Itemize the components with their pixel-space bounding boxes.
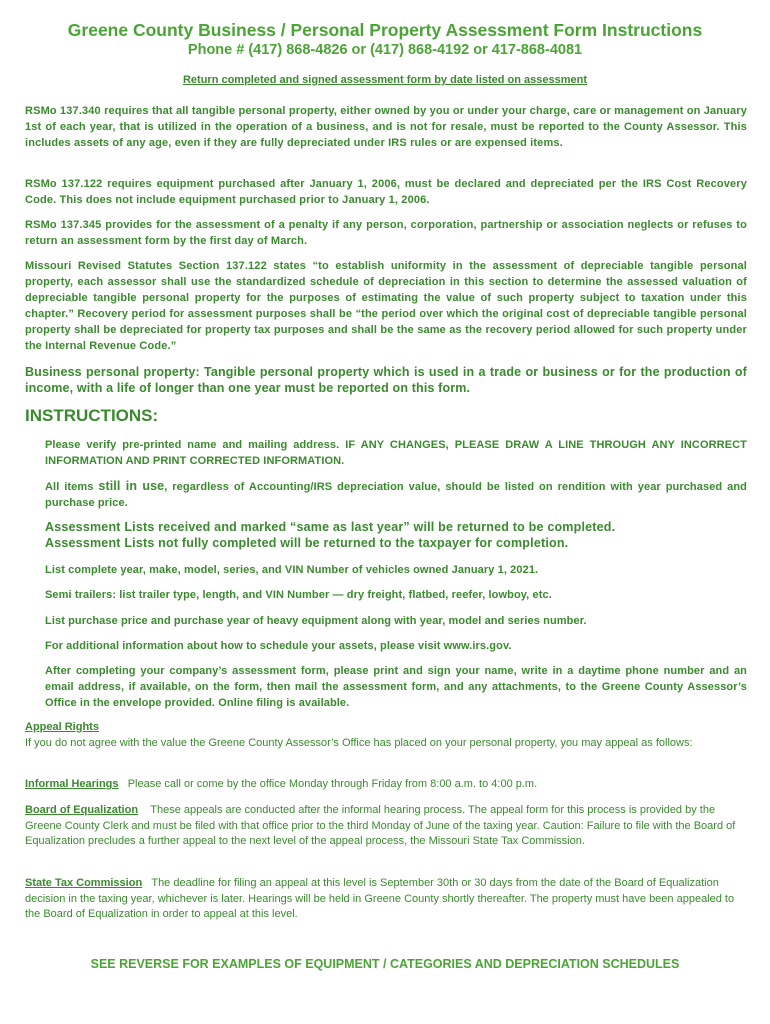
return-note: Return completed and signed assessment form by date listed on assessment xyxy=(182,74,588,86)
instruction-heavy-equipment: List purchase price and purchase year of heavy equipment along with year, model and series number. xyxy=(45,615,587,627)
business-property-definition: Business personal property: Tangible personal property which is used in a trade or business or for the production of income, with a life of longer than one year must be reported on this form. xyxy=(25,365,747,395)
appeal-rights-title: Appeal Rights xyxy=(25,721,99,733)
statute-137-345: RSMo 137.345 provides for the assessment of a penalty if any person, corporation, partnership or association neglects or refuses to return an assessment form by the first day of March. xyxy=(25,219,747,247)
items-prefix: All items xyxy=(45,481,99,493)
state-tax-commission-label: State Tax Commission xyxy=(25,877,143,889)
instruction-verify-address: Please verify pre-printed name and mailing address. IF ANY CHANGES, PLEASE DRAW A LINE THROUGH ANY INCORRECT INFORMATION AND PRINT CORRECTED INFORMATION. xyxy=(45,439,747,467)
statute-section-137-122: Missouri Revised Statutes Section 137.122 states “to establish uniformity in the assessment of depreciable tangible personal property, each assessor shall use the standardized schedule of depreciation in this section to determine the assessed valuation of depreciable tangible personal property for the purposes of estimating the value of such property subject to taxation under this chapter.” Recovery period for assessment purposes shall be “the period over which the original cost of depreciable tangible personal property shall be depreciated for property tax purposes and shall be the same as the recovery period allowed for such property under the Internal Revenue Code.” xyxy=(25,260,747,352)
state-tax-commission-text: The deadline for filing an appeal at this level is September 30th or 30 days from the date of the Board of Equalization decision in the taxing year, whichever is later. Hearings will be held in Greene County shortly thereafter. The property must have been appealed to the Board of Equalization in order to appeal at this level. xyxy=(25,877,735,920)
instruction-vehicles: List complete year, make, model, series, and VIN Number of vehicles owned January 1, 2021. xyxy=(45,564,539,576)
statute-137-340: RSMo 137.340 requires that all tangible personal property, either owned by you or under your charge, care or management on January 1st of each year, that is utilized in the operation of a business, and is not for resale, must be reported to the County Assessor. This includes assets of any age, even if they are fully depreciated under IRS rules or are expensed items. xyxy=(25,105,747,149)
instruction-semi-trailers: Semi trailers: list trailer type, length, and VIN Number — dry freight, flatbed, reefer, lowboy, etc. xyxy=(45,589,552,601)
instructions-heading: INSTRUCTIONS: xyxy=(25,406,159,425)
instruction-same-as-last-year: Assessment Lists received and marked “same as last year” will be returned to be completed. xyxy=(45,520,616,534)
instruction-items-in-use xyxy=(45,478,747,511)
state-tax-commission xyxy=(25,876,747,923)
board-of-equalization xyxy=(25,803,747,850)
instruction-after-completing: After completing your company’s assessment form, please print and sign your name, write in a daytime phone number and an email address, if available, on the form, then mail the assessment form, and any attachments, to the Greene County Assessor’s Office in the envelope provided. Online filing is available. xyxy=(45,665,747,709)
phone-numbers: Phone # (417) 868-4826 or (417) 868-4192 or 417-868-4081 xyxy=(187,42,583,58)
appeal-rights-text: If you do not agree with the value the Greene County Assessor’s Office has placed on your personal property, you may appeal as follows: xyxy=(25,737,693,749)
items-suffix: , regardless of Accounting/IRS depreciation value, should be listed on rendition with year purchased and purchase price. xyxy=(45,481,747,509)
appeal-rights-label xyxy=(25,720,747,736)
instruction-not-completed: Assessment Lists not fully completed will be returned to the taxpayer for completion. xyxy=(45,536,569,550)
instruction-irs-info: For additional information about how to schedule your assets, please visit www.irs.gov. xyxy=(45,640,512,652)
statute-137-122: RSMo 137.122 requires equipment purchased after January 1, 2006, must be declared and depreciated per the IRS Cost Recovery Code. This does not include equipment purchased prior to January 1, 2006. xyxy=(25,178,747,206)
items-emphasis: still in use xyxy=(98,479,165,493)
board-of-equalization-text: These appeals are conducted after the informal hearing process. The appeal form for this process is provided by the Greene County Clerk and must be filed with that office prior to the third Monday of June of the taxing year. Caution: Failure to file with the Board of Equalization precludes a further appeal to the next level of the appeal process, the Missouri State Tax Commission. xyxy=(25,804,736,847)
board-of-equalization-label: Board of Equalization xyxy=(25,804,139,816)
informal-hearings-text: Please call or come by the office Monday through Friday from 8:00 a.m. to 4:00 p.m. xyxy=(127,778,538,790)
informal-hearings-label: Informal Hearings xyxy=(25,778,119,790)
informal-hearings xyxy=(25,777,747,793)
page-title: Greene County Business / Personal Property Assessment Form Instructions xyxy=(67,20,703,40)
reverse-side-note: SEE REVERSE FOR EXAMPLES OF EQUIPMENT / CATEGORIES AND DEPRECIATION SCHEDULES xyxy=(90,957,680,971)
